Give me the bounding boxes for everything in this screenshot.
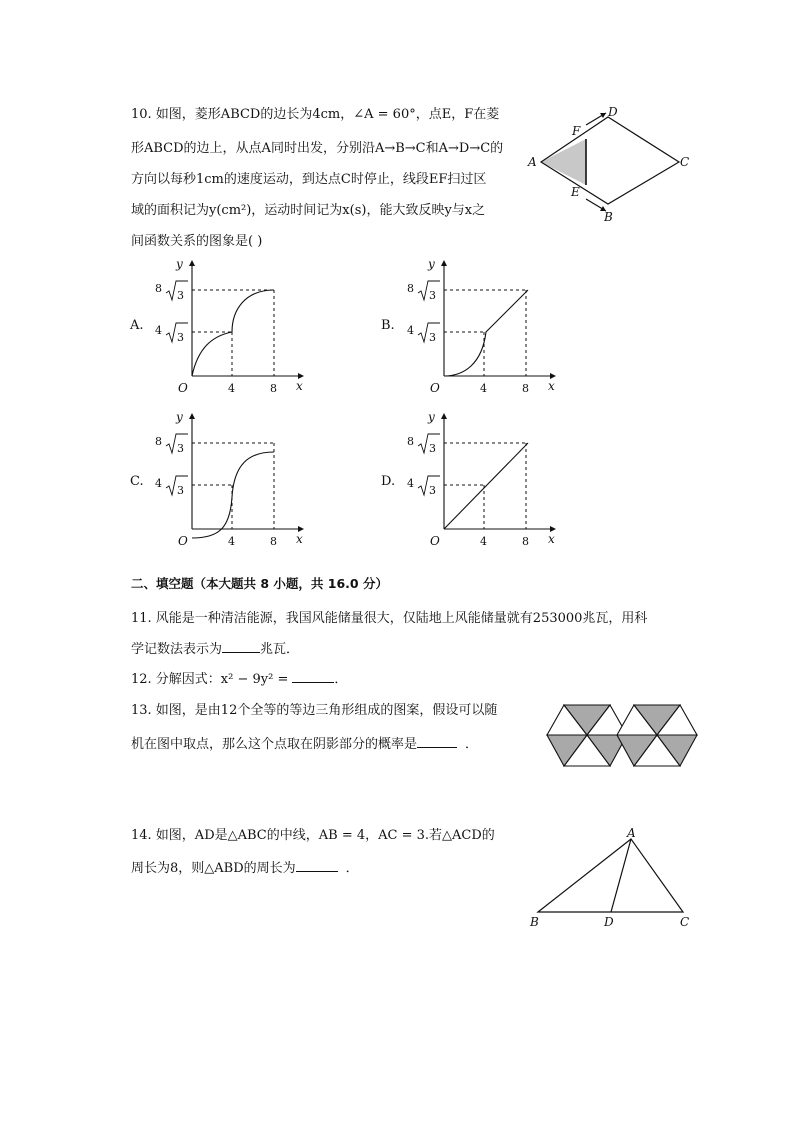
q14-line-2 (131, 857, 359, 876)
graph-b (402, 252, 562, 397)
graph-sqrt-low: 3 (177, 484, 184, 497)
graph-y-label: y (428, 257, 435, 271)
section-title: 二、填空题（本大题共 8 小题，共 16.0 分） (131, 576, 388, 591)
rhombus-label-d: D (608, 105, 618, 119)
option-d-label: D. (381, 474, 396, 489)
graph-x-tick-4: 4 (228, 535, 235, 548)
graph-x-tick-8: 8 (270, 535, 277, 548)
graph-x-tick-4: 4 (480, 382, 487, 395)
graph-b-curve (444, 290, 528, 376)
rhombus-figure (522, 100, 702, 222)
graph-y-tick-high: 8 (407, 282, 414, 295)
q10-line-4: 域的面积记为y(cm²)，运动时间记为x(s)，能大致反映y与x之 (131, 203, 486, 218)
triangle-label-b: B (530, 915, 539, 929)
q10-line-5: 间函数关系的图象是( ) (131, 234, 263, 249)
graph-x-tick-4: 4 (228, 382, 235, 395)
q14-line-1: 14. 如图，AD是△ABC的中线，AB = 4，AC = 3.若△ACD的 (131, 828, 495, 843)
graph-y-tick-low: 4 (155, 477, 162, 490)
graph-x-tick-8: 8 (270, 382, 277, 395)
graph-origin-label: O (430, 534, 440, 548)
graph-y-label: y (428, 410, 435, 424)
graph-origin-label: O (178, 534, 188, 548)
graph-x-tick-8: 8 (522, 535, 529, 548)
graph-sqrt-low: 3 (177, 331, 184, 344)
graph-sqrt-high: 3 (429, 289, 436, 302)
q10-line-3: 方向以每秒1cm的速度运动，到达点C时停止，线段EF扫过区 (131, 172, 487, 187)
graph-d (402, 405, 562, 550)
option-c-label: C. (130, 474, 144, 489)
graph-y-tick-low: 4 (407, 477, 414, 490)
graph-y-tick-high: 8 (155, 435, 162, 448)
rhombus-label-c: C (680, 155, 690, 169)
triangle-label-c: C (680, 915, 690, 929)
triangle-figure (522, 820, 702, 932)
q14-line-2-pre: 周长为8，则△ABD的周长为 (131, 861, 296, 876)
q13-line-2-post: ． (465, 737, 479, 752)
y-axis-arrow (189, 413, 195, 419)
q11-line-2 (131, 638, 299, 657)
q12-line (131, 668, 347, 687)
graph-sqrt-high: 3 (429, 442, 436, 455)
q11-line-2-pre: 学记数法表示为 (131, 642, 223, 657)
q11-line-1: 11. 风能是一种清洁能源，我国风能储量很大，仅陆地上风能储量就有253000兆瓦，用科 (131, 611, 648, 626)
graph-origin-label: O (430, 381, 440, 395)
graph-y-tick-high: 8 (407, 435, 414, 448)
graph-sqrt-low: 3 (429, 484, 436, 497)
q10-line-2: 形ABCD的边上，从点A同时出发，分别沿A→B→C和A→D→C的 (131, 141, 504, 156)
q12-answer-blank[interactable] (292, 670, 334, 683)
q13-line-1: 13. 如图，是由12个全等的等边三角形组成的图案，假设可以随 (131, 703, 498, 718)
rhombus-label-e: E (571, 185, 580, 199)
q14-answer-blank[interactable] (296, 859, 338, 872)
graph-c-curve (192, 452, 274, 538)
y-axis-arrow (441, 260, 447, 266)
graph-y-label: y (176, 257, 183, 271)
graph-x-tick-4: 4 (480, 535, 487, 548)
q12-post: ． (334, 672, 348, 687)
q13-answer-blank[interactable] (417, 735, 457, 748)
option-a-label: A. (130, 318, 144, 333)
q13-line-2 (131, 733, 478, 752)
q11-answer-blank[interactable] (222, 640, 260, 653)
graph-c (150, 405, 310, 550)
triangle-label-d: D (604, 915, 614, 929)
graph-sqrt-high: 3 (177, 442, 184, 455)
y-axis-arrow (189, 260, 195, 266)
q12-pre: 12. 分解因式：x² − 9y² = (131, 672, 289, 687)
q13-line-2-pre: 机在图中取点，那么这个点取在阴影部分的概率是 (131, 737, 418, 752)
graph-y-label: y (176, 410, 183, 424)
q11-line-2-post: 兆瓦． (260, 642, 300, 657)
graph-a (150, 252, 310, 397)
rhombus-label-a: A (528, 155, 537, 169)
q10-line-1: 10. 如图，菱形ABCD的边长为4cm，∠A = 60°，点E，F在菱 (131, 107, 500, 122)
graph-y-tick-high: 8 (155, 282, 162, 295)
y-axis-arrow (441, 413, 447, 419)
graph-origin-label: O (178, 381, 188, 395)
graph-d-line (444, 443, 528, 529)
graph-x-label: x (296, 379, 303, 393)
rhombus-label-b: B (604, 210, 613, 222)
rhombus-label-f: F (572, 124, 581, 138)
graph-y-tick-low: 4 (155, 324, 162, 337)
graph-sqrt-high: 3 (177, 289, 184, 302)
graph-a-curve (192, 290, 274, 376)
graph-x-label: x (548, 379, 555, 393)
graph-sqrt-low: 3 (429, 331, 436, 344)
triangle-label-a: A (627, 826, 636, 840)
graph-x-label: x (548, 532, 555, 546)
graph-y-tick-low: 4 (407, 324, 414, 337)
graph-x-tick-8: 8 (522, 382, 529, 395)
graph-x-label: x (296, 532, 303, 546)
q14-line-2-post: ． (345, 861, 359, 876)
option-b-label: B. (381, 318, 395, 333)
hexagon-figure (540, 695, 700, 785)
